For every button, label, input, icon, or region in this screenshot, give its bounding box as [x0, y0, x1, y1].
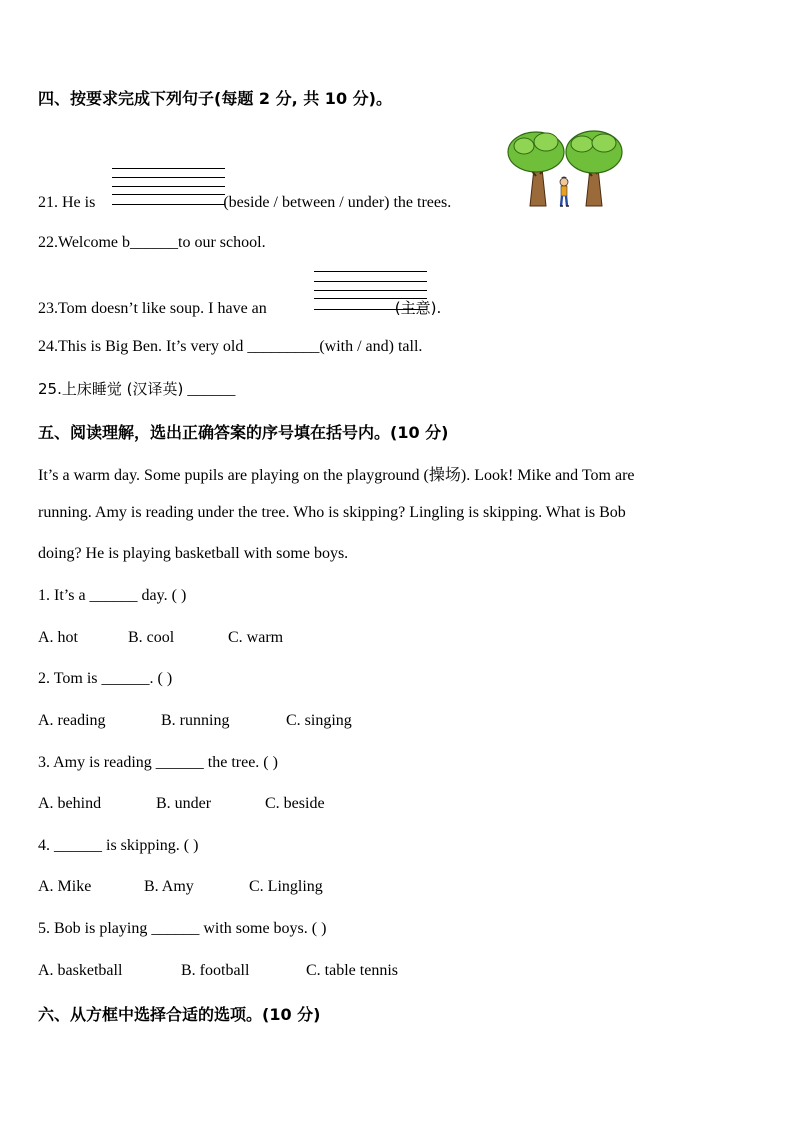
- q24-blank[interactable]: _________: [247, 338, 320, 355]
- option-c[interactable]: C. singing: [286, 712, 352, 729]
- reading-options-3: [38, 795, 325, 813]
- q24-text-b: (with / and) tall.: [319, 338, 423, 355]
- section-6-heading: 六、从方框中选择合适的选项。(10 分): [38, 1005, 321, 1024]
- q25-text: 25.上床睡觉 (汉译英): [38, 380, 184, 398]
- reading-question-2: 2. Tom is ______. ( ): [38, 670, 173, 687]
- q22-text-a: 22.Welcome b: [38, 234, 131, 251]
- reading-options-5: [38, 962, 398, 980]
- option-c[interactable]: C. table tennis: [306, 962, 398, 979]
- reading-question-1: 1. It’s a ______ day. ( ): [38, 587, 187, 604]
- question-24: [38, 338, 422, 356]
- passage-line-3: doing? He is playing basketball with some boys.: [38, 545, 349, 562]
- question-22: [38, 234, 266, 252]
- q22-text-b: to our school.: [178, 234, 266, 251]
- reading-options-4: [38, 878, 323, 896]
- passage-line-1: It’s a warm day. Some pupils are playing on the playground (操场). Look! Mike and Tom are: [38, 467, 635, 484]
- option-c[interactable]: C. beside: [265, 795, 325, 812]
- section-5-heading: 五、阅读理解，选出正确答案的序号填在括号内。(10 分): [38, 423, 449, 442]
- option-a[interactable]: A. behind: [38, 795, 102, 812]
- q22-blank[interactable]: ______: [130, 234, 179, 251]
- reading-options-2: [38, 712, 352, 730]
- option-b[interactable]: B. Amy: [144, 878, 194, 895]
- q24-text-a: 24.This is Big Ben. It’s very old: [38, 338, 244, 355]
- q21-prefix: . He is: [54, 194, 96, 211]
- option-b[interactable]: B. running: [161, 712, 230, 729]
- q23-text: 23.Tom doesn’t like soup. I have an: [38, 300, 267, 317]
- section-4-heading: 四、按要求完成下列句子(每题 2 分, 共 10 分)。: [38, 89, 392, 108]
- reading-question-4: 4. ______ is skipping. ( ): [38, 837, 199, 854]
- reading-question-3: 3. Amy is reading ______ the tree. ( ): [38, 754, 278, 771]
- question-23: [38, 297, 441, 318]
- option-a[interactable]: A. basketball: [38, 962, 123, 979]
- q25-blank[interactable]: ______: [187, 381, 236, 398]
- question-21: [38, 194, 451, 212]
- passage-line-2: running. Amy is reading under the tree. Who is skipping? Lingling is skipping. What is Bob: [38, 504, 626, 521]
- option-a[interactable]: A. reading: [38, 712, 106, 729]
- question-25: [38, 378, 235, 399]
- reading-options-1: [38, 629, 283, 647]
- reading-question-5: 5. Bob is playing ______ with some boys. ( ): [38, 920, 327, 937]
- q23-hint: (主意).: [394, 299, 442, 317]
- q21-number: 21: [38, 194, 54, 211]
- trees-with-boy-illustration: [506, 128, 624, 210]
- option-b[interactable]: B. cool: [128, 629, 175, 646]
- option-a[interactable]: A. Mike: [38, 878, 92, 895]
- option-a[interactable]: A. hot: [38, 629, 78, 646]
- option-c[interactable]: C. Lingling: [249, 878, 323, 895]
- q21-options: (beside / between / under) the trees.: [223, 194, 452, 211]
- option-b[interactable]: B. under: [156, 795, 212, 812]
- option-b[interactable]: B. football: [181, 962, 250, 979]
- option-c[interactable]: C. warm: [228, 629, 284, 646]
